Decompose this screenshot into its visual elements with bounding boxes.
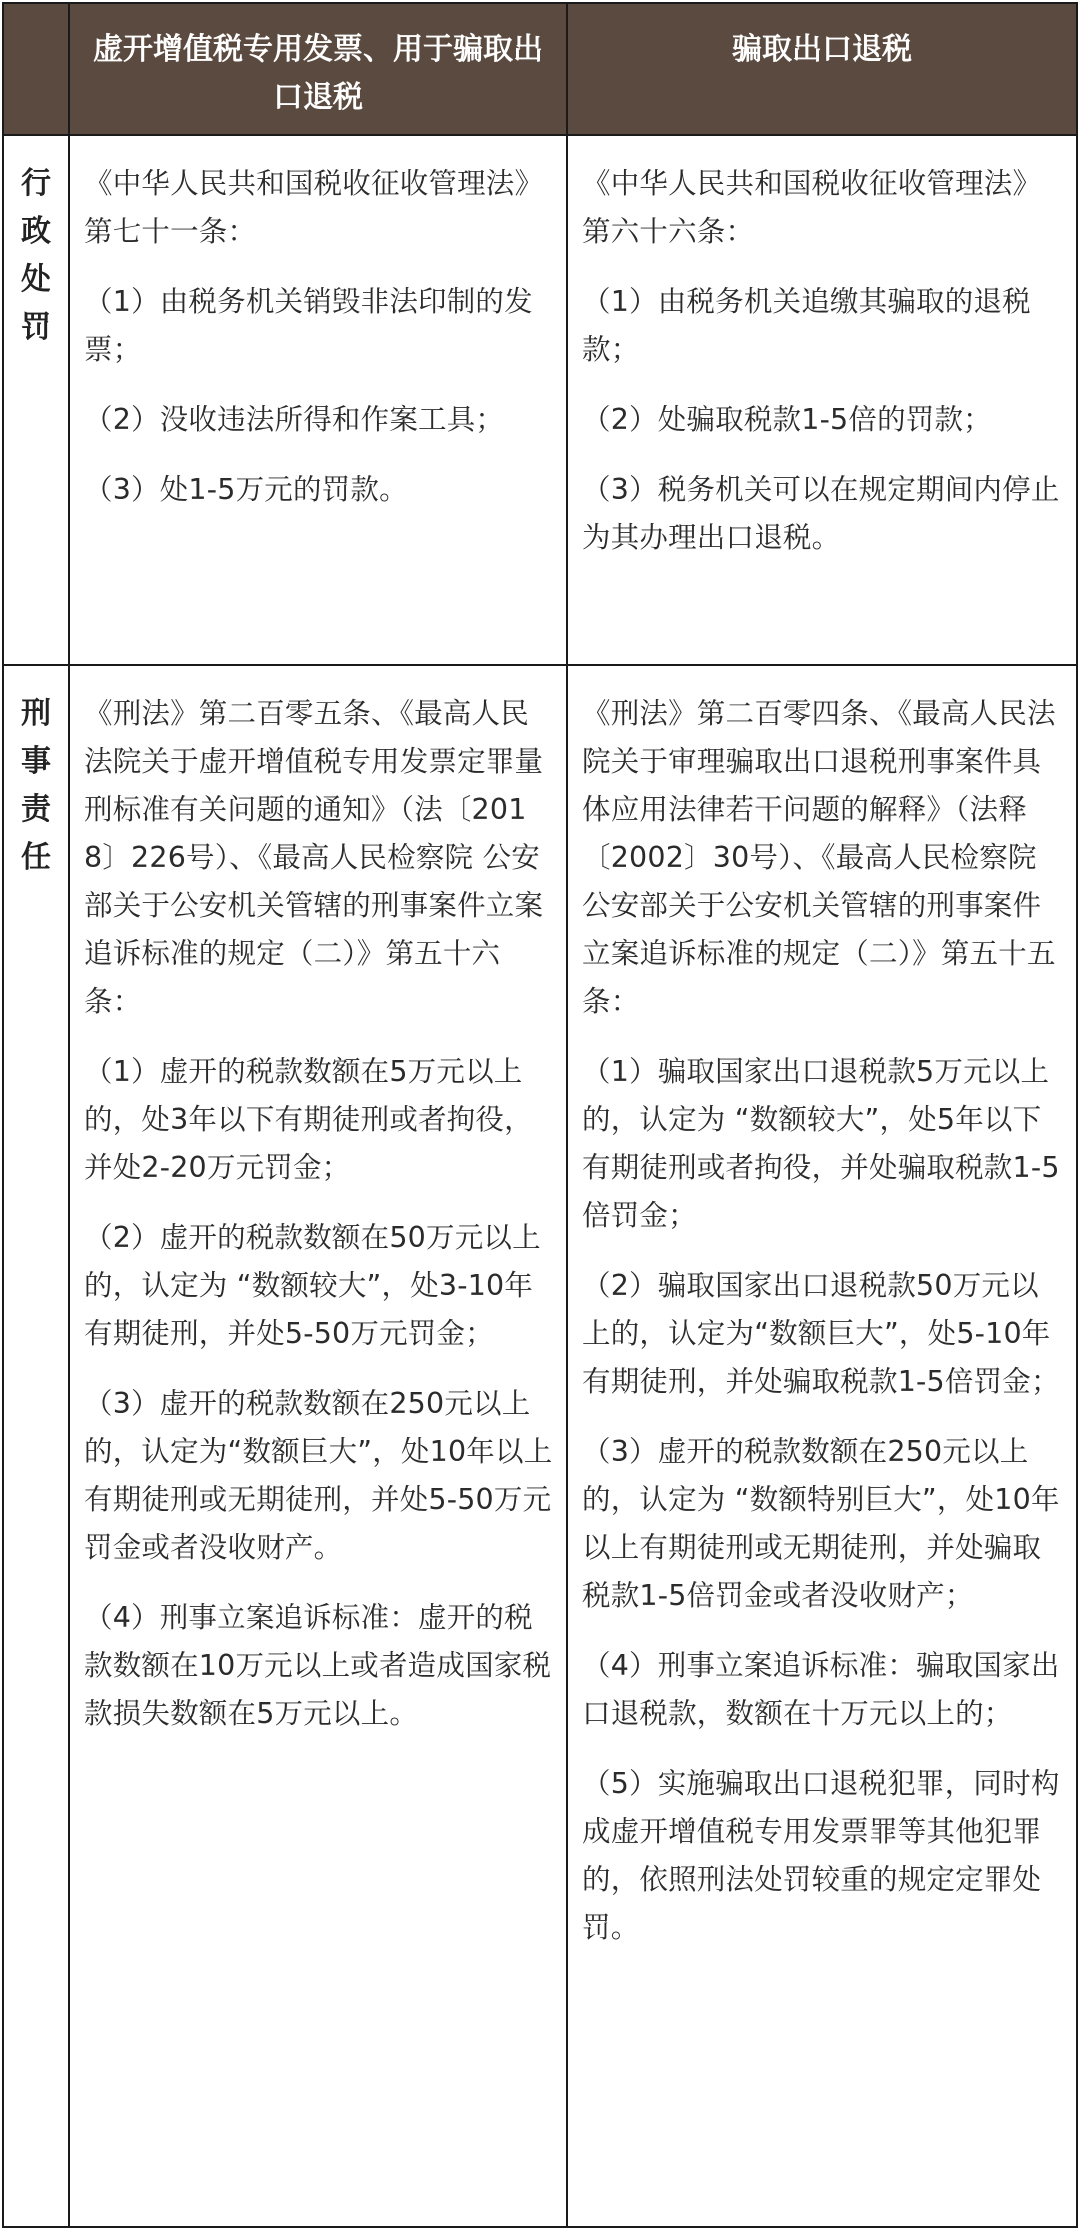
row-label-char: 刑 <box>21 696 51 731</box>
row-label-char: 罚 <box>21 310 51 345</box>
row-label-criminal-liability <box>3 665 69 2227</box>
table-row-administrative-penalty <box>3 135 1077 665</box>
row-label-char: 责 <box>21 792 51 827</box>
penalty-item: （2）骗取国家出口退税款50万元以上的，认定为“数额巨大”，处5-10年有期徒刑，并处骗取税款1-5倍罚金； <box>582 1269 1060 1398</box>
row-label-char: 事 <box>21 744 51 779</box>
penalty-item: （1）由税务机关销毁非法印制的发票； <box>84 285 533 366</box>
cell-criminal-export-refund-fraud <box>567 665 1077 2227</box>
row-label-char: 行 <box>21 166 51 201</box>
row-label-administrative-penalty <box>3 135 69 665</box>
penalty-item: （1）由税务机关追缴其骗取的退税款； <box>582 285 1031 366</box>
legal-basis: 《刑法》第二百零四条、《最高人民法院关于审理骗取出口退税刑事案件具体应用法律若干问题的解释》（法释〔2002〕30号）、《最高人民检察院 公安部关于公安机关管辖的刑事案件立案追诉标准的规定（二）》第五十五条： <box>582 697 1056 1018</box>
penalty-item: （2）处骗取税款1-5倍的罚款； <box>582 403 992 436</box>
row-label-char: 处 <box>21 262 51 297</box>
penalty-item: （5）实施骗取出口退税犯罪，同时构成虚开增值税专用发票罪等其他犯罪的，依照刑法处罚较重的规定定罪处罚。 <box>582 1767 1060 1944</box>
penalty-item: （4）刑事立案追诉标准：虚开的税款数额在10万元以上或者造成国家税款损失数额在5万元以上。 <box>84 1601 552 1730</box>
table-row-criminal-liability <box>3 665 1077 2227</box>
cell-admin-export-refund-fraud <box>567 135 1077 665</box>
penalty-item: （1）骗取国家出口退税款5万元以上的，认定为 “数额较大”，处5年以下有期徒刑或者拘役，并处骗取税款1-5倍罚金； <box>582 1055 1060 1232</box>
header-invoice-fraud: 虚开增值税专用发票、用于骗取出口退税 <box>69 3 567 135</box>
row-label-char: 政 <box>21 214 51 249</box>
penalty-item: （3）虚开的税款数额在250元以上的，认定为“数额巨大”，处10年以上有期徒刑或无期徒刑，并处5-50万元罚金或者没收财产。 <box>84 1387 553 1564</box>
penalty-item: （3）处1-5万元的罚款。 <box>84 473 408 506</box>
cell-admin-invoice-fraud <box>69 135 567 665</box>
legal-basis: 《中华人民共和国税收征收管理法》第七十一条： <box>84 167 544 248</box>
row-label-char: 任 <box>21 840 51 875</box>
legal-basis: 《刑法》第二百零五条、《最高人民法院关于虚开增值税专用发票定罪量刑标准有关问题的通知》（法〔2018〕226号）、《最高人民检察院 公安部关于公安机关管辖的刑事案件立案追诉标准的规定（二）》第五十六条： <box>84 697 544 1018</box>
penalty-item: （3）税务机关可以在规定期间内停止为其办理出口退税。 <box>582 473 1060 554</box>
penalty-item: （2）没收违法所得和作案工具； <box>84 403 505 436</box>
header-corner-cell <box>3 3 69 135</box>
penalty-item: （3）虚开的税款数额在250元以上的，认定为 “数额特别巨大”，处10年以上有期徒刑或无期徒刑，并处骗取税款1-5倍罚金或者没收财产； <box>582 1435 1060 1612</box>
penalty-item: （4）刑事立案追诉标准：骗取国家出口退税款，数额在十万元以上的； <box>582 1649 1060 1730</box>
legal-basis: 《中华人民共和国税收征收管理法》第六十六条： <box>582 167 1042 248</box>
header-export-refund-fraud: 骗取出口退税 <box>567 3 1077 135</box>
table-header-row <box>3 3 1077 135</box>
penalty-item: （1）虚开的税款数额在5万元以上的，处3年以下有期徒刑或者拘役，并处2-20万元罚金； <box>84 1055 533 1184</box>
cell-criminal-invoice-fraud <box>69 665 567 2227</box>
penalty-comparison-table <box>2 2 1078 2228</box>
penalty-item: （2）虚开的税款数额在50万元以上的，认定为 “数额较大”，处3-10年有期徒刑，并处5-50万元罚金； <box>84 1221 541 1350</box>
